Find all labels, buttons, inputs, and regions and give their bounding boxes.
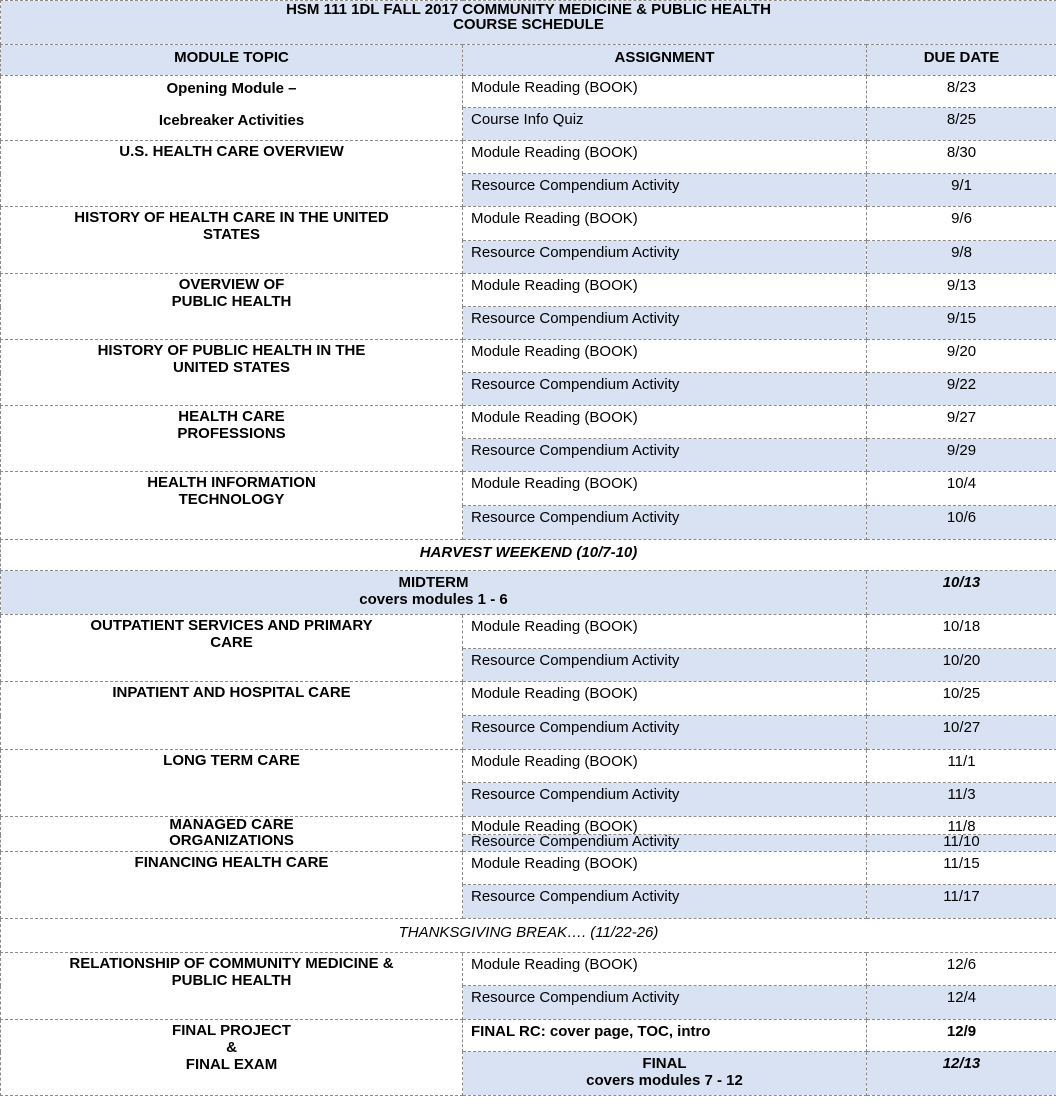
due-date-cell: 9/8 [867,241,1056,274]
topic-line: HEALTH CARE [178,408,285,425]
module-topic [1,472,463,540]
assignment-cell: Module Reading (BOOK) [463,472,867,506]
assignment-cell: Module Reading (BOOK) [463,852,867,885]
module-topic [1,340,463,406]
topic-line: FINAL EXAM [185,1056,278,1073]
thanksgiving-note: THANKSGIVING BREAK…. (11/22-26) [1,919,1056,953]
col-header-topic: MODULE TOPIC [1,45,463,76]
due-date-cell: 12/6 [867,953,1056,986]
due-date-cell: 10/20 [867,649,1056,682]
assignment-cell: Course Info Quiz [463,108,867,141]
assignment-cell: Module Reading (BOOK) [463,953,867,986]
assignment-cell: Resource Compendium Activity [463,506,867,540]
table-row [1,615,1056,649]
topic-line: TECHNOLOGY [178,491,285,508]
due-date-cell: 11/1 [867,750,1056,783]
final-exam-cell [463,1052,867,1096]
assignment-cell: Module Reading (BOOK) [463,750,867,783]
table-row [1,76,1056,108]
assignment-cell: Module Reading (BOOK) [463,817,867,835]
col-header-due: DUE DATE [867,45,1056,76]
table-row [1,406,1056,439]
due-date-cell: 9/6 [867,207,1056,241]
topic-line: CARE [210,634,253,651]
module-topic [1,76,463,141]
assignment-cell: Resource Compendium Activity [463,885,867,919]
assignment-cell: Resource Compendium Activity [463,241,867,274]
final-project-due: 12/9 [867,1020,1056,1052]
assignment-cell: Module Reading (BOOK) [463,406,867,439]
module-topic [1,615,463,682]
assignment-cell: Resource Compendium Activity [463,835,867,852]
assignment-cell: Resource Compendium Activity [463,174,867,207]
topic-line: INPATIENT AND HOSPITAL CARE [112,684,351,701]
topic-line: HEALTH INFORMATION [147,474,316,491]
col-header-assignment: ASSIGNMENT [463,45,867,76]
title-row [1,1,1056,45]
topic-line: PUBLIC HEALTH [171,293,292,310]
topic-line: STATES [203,226,260,243]
topic-line: OVERVIEW OF [178,276,285,293]
final-exam-title: FINAL [642,1055,687,1072]
topic-line: RELATIONSHIP OF COMMUNITY MEDICINE & [69,955,394,972]
title-line-2: COURSE SCHEDULE [453,16,604,33]
topic-line: HISTORY OF PUBLIC HEALTH IN THE [97,342,366,359]
schedule-title [1,1,1056,45]
assignment-cell: Module Reading (BOOK) [463,76,867,108]
due-date-cell: 10/25 [867,682,1056,716]
topic-line: Opening Module – [166,80,297,97]
assignment-cell: Module Reading (BOOK) [463,340,867,373]
module-topic [1,953,463,1020]
midterm-title: MIDTERM [398,574,469,591]
topic-line: FINAL PROJECT [172,1022,291,1039]
topic-line: Icebreaker Activities [158,112,305,129]
assignment-cell: Module Reading (BOOK) [463,682,867,716]
topic-line: FINANCING HEALTH CARE [134,854,329,871]
due-date-cell: 9/29 [867,439,1056,472]
module-topic [1,141,463,207]
midterm-due-date: 10/13 [867,571,1056,615]
final-project-assignment: FINAL RC: cover page, TOC, intro [463,1020,867,1052]
topic-line: PROFESSIONS [177,425,286,442]
topic-line: OUTPATIENT SERVICES AND PRIMARY [90,617,373,634]
table-row [1,207,1056,241]
due-date-cell: 11/15 [867,852,1056,885]
column-header-row [1,45,1056,76]
module-topic [1,207,463,274]
module-topic [1,817,463,852]
module-topic [1,274,463,340]
module-topic [1,750,463,817]
due-date-cell: 11/10 [867,835,1056,852]
midterm-row [1,571,1056,615]
module-topic [1,406,463,472]
topic-line: LONG TERM CARE [163,752,300,769]
midterm-cell [1,571,867,615]
due-date-cell: 10/27 [867,716,1056,750]
assignment-cell: Module Reading (BOOK) [463,207,867,241]
due-date-cell: 9/13 [867,274,1056,307]
assignment-cell: Resource Compendium Activity [463,649,867,682]
table-row [1,682,1056,716]
topic-line: PUBLIC HEALTH [171,972,292,989]
table-row [1,472,1056,506]
midterm-coverage: covers modules 1 - 6 [359,591,508,608]
assignment-cell: Module Reading (BOOK) [463,615,867,649]
module-topic [1,852,463,919]
assignment-cell: Resource Compendium Activity [463,439,867,472]
assignment-cell: Resource Compendium Activity [463,307,867,340]
final-row [1,1020,1056,1052]
due-date-cell: 11/3 [867,783,1056,817]
due-date-cell: 9/1 [867,174,1056,207]
break-row [1,919,1056,953]
assignment-cell: Resource Compendium Activity [463,986,867,1020]
table-row [1,953,1056,986]
due-date-cell: 10/18 [867,615,1056,649]
table-row [1,274,1056,307]
assignment-cell: Module Reading (BOOK) [463,141,867,174]
topic-line: & [226,1039,237,1056]
due-date-cell: 9/27 [867,406,1056,439]
module-topic [1,682,463,750]
due-date-cell: 9/20 [867,340,1056,373]
topic-line: HISTORY OF HEALTH CARE IN THE UNITED [74,209,389,226]
table-row [1,817,1056,835]
break-row [1,540,1056,571]
due-date-cell: 9/15 [867,307,1056,340]
due-date-cell: 8/25 [867,108,1056,141]
due-date-cell: 11/8 [867,817,1056,835]
topic-line: UNITED STATES [173,359,290,376]
topic-line: U.S. HEALTH CARE OVERVIEW [119,143,344,160]
due-date-cell: 10/6 [867,506,1056,540]
final-exam-coverage: covers modules 7 - 12 [586,1072,743,1089]
table-row [1,141,1056,174]
assignment-cell: Module Reading (BOOK) [463,274,867,307]
due-date-cell: 11/17 [867,885,1056,919]
table-row [1,750,1056,783]
due-date-cell: 12/4 [867,986,1056,1020]
due-date-cell: 8/30 [867,141,1056,174]
assignment-cell: Resource Compendium Activity [463,373,867,406]
due-date-cell: 8/23 [867,76,1056,108]
final-topic [1,1020,463,1096]
assignment-cell: Resource Compendium Activity [463,716,867,750]
title-line-1: HSM 111 1DL FALL 2017 COMMUNITY MEDICINE & PUBLIC HEALTH [286,1,771,18]
final-exam-due: 12/13 [867,1052,1056,1096]
table-row [1,852,1056,885]
due-date-cell: 9/22 [867,373,1056,406]
assignment-cell: Resource Compendium Activity [463,783,867,817]
harvest-weekend-note: HARVEST WEEKEND (10/7-10) [1,540,1056,571]
table-row [1,340,1056,373]
topic-line: MANAGED CARE [169,816,294,833]
topic-line: ORGANIZATIONS [169,832,294,849]
due-date-cell: 10/4 [867,472,1056,506]
